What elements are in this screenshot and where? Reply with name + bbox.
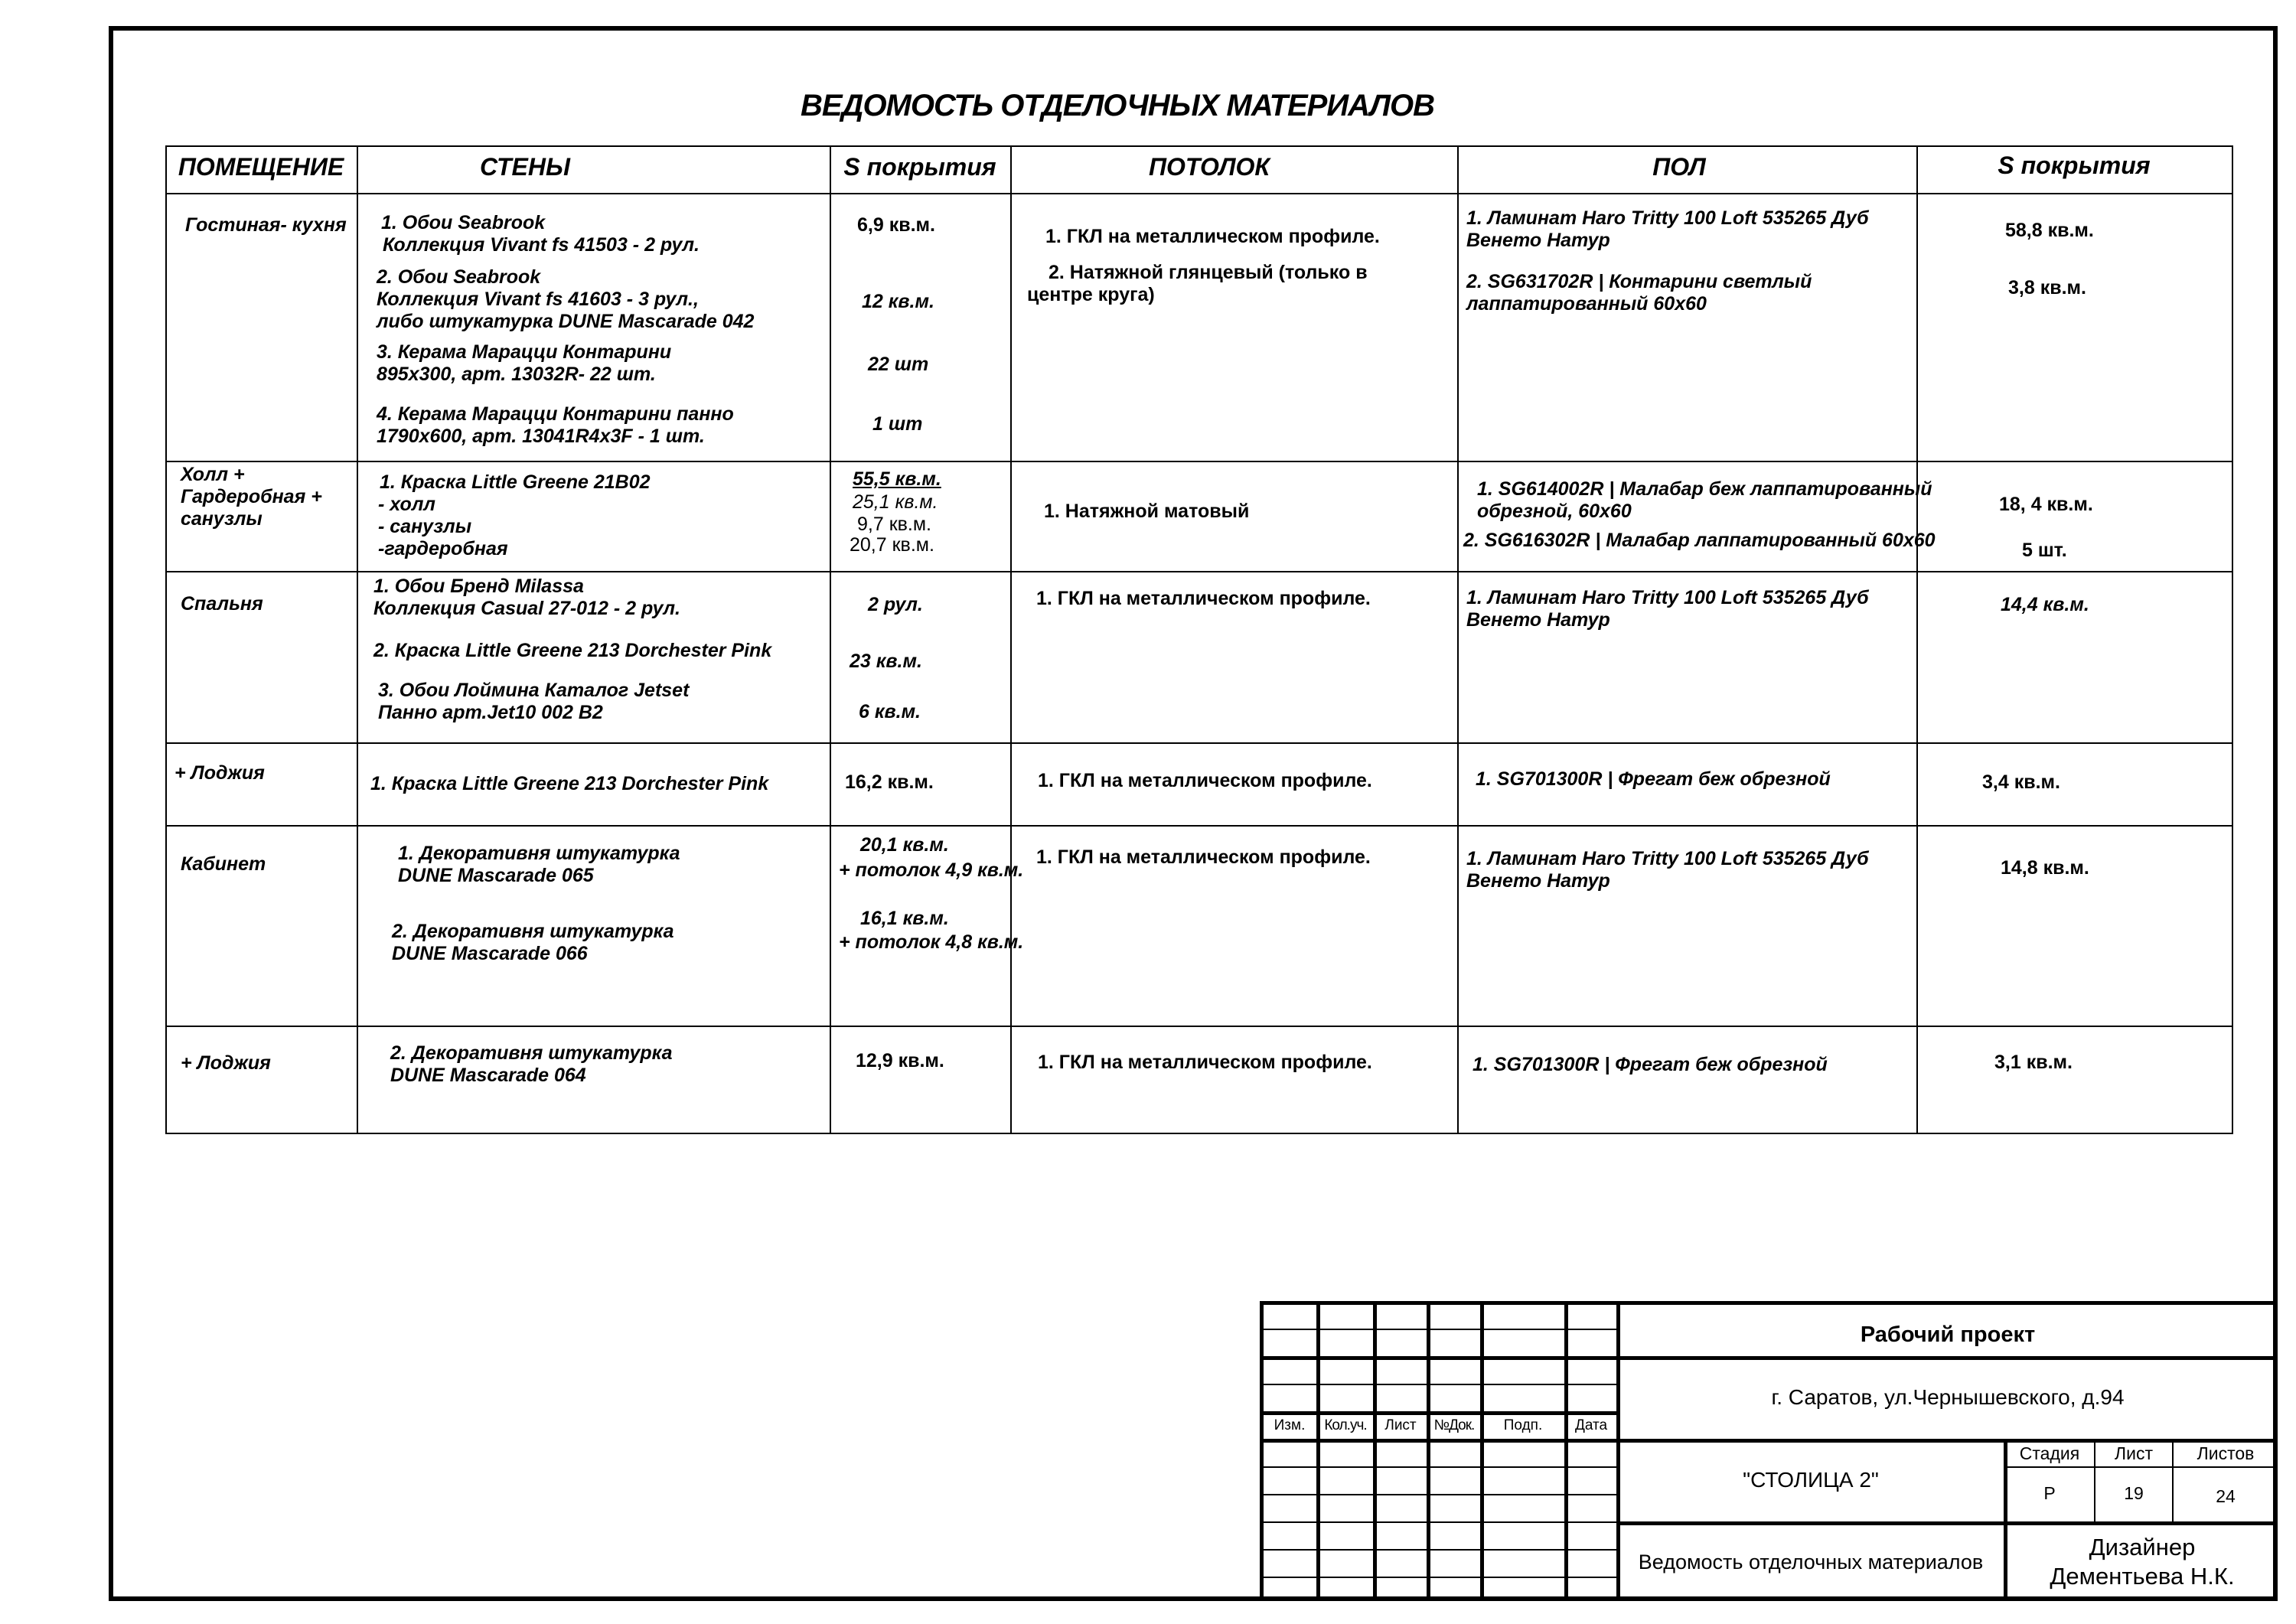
wall-item: 895х300, арт. 13032R- 22 шт.	[377, 364, 656, 385]
ceiling-item: 2. Натяжной глянцевый (только в	[1049, 262, 1368, 283]
row-divider	[165, 461, 2233, 462]
wall-item: 3. Обои Лоймина Каталог Jetset	[378, 680, 690, 701]
column-divider	[830, 145, 831, 1134]
wall-area-value: 16,1 кв.м.	[860, 908, 949, 929]
wall-item: - холл	[378, 494, 435, 515]
stamp-row	[1260, 1411, 1616, 1415]
room-name: + Лоджия	[174, 762, 265, 784]
project-type: Рабочий проект	[1860, 1322, 2036, 1347]
room-name: Кабинет	[181, 853, 266, 875]
header-divider	[165, 193, 2233, 194]
wall-area-value: + потолок 4,9 кв.м.	[839, 859, 1024, 881]
wall-item: 2. Декоративня штукатурка	[390, 1042, 673, 1064]
ceiling-item: 1. Натяжной матовый	[1044, 501, 1250, 522]
floor-area-value: 58,8 кв.м.	[2005, 220, 2094, 241]
stamp-label: Изм.	[1274, 1417, 1306, 1433]
floor-item: 1. Ламинат Haro Tritty 100 Loft 535265 Дуб	[1466, 587, 1869, 608]
wall-area-value: 2 рул.	[868, 594, 923, 615]
header-floor-area: S покрытия	[1998, 152, 2151, 179]
header-wall-area: S покрытия	[843, 153, 996, 181]
table-border-left	[165, 145, 167, 1134]
floor-item: Венето Натур	[1466, 609, 1610, 631]
wall-item: 4. Керама Марацци Контарини панно	[377, 403, 734, 425]
ceiling-item: 1. ГКЛ на металлическом профиле.	[1036, 588, 1371, 609]
sheet-title: Ведомость отделочных материалов	[1638, 1551, 1984, 1573]
stamp-row	[1260, 1384, 1616, 1385]
table-border-right	[2232, 145, 2233, 1134]
wall-area-value: 55,5 кв.м.	[853, 468, 941, 490]
room-name: Холл +	[181, 464, 245, 485]
ceiling-item: центре круга)	[1027, 284, 1155, 305]
ceiling-item: 1. ГКЛ на металлическом профиле.	[1036, 846, 1371, 868]
floor-area-value: 3,4 кв.м.	[1982, 771, 2060, 793]
wall-item: 1. Обои Seabrook	[381, 212, 546, 233]
floor-area-value: 3,8 кв.м.	[2008, 277, 2086, 298]
wall-item: DUNE Mascarade 065	[398, 865, 594, 886]
sheets-total: 24	[2216, 1486, 2236, 1506]
stamp-label: №Док.	[1433, 1417, 1475, 1433]
floor-area-value: 3,1 кв.м.	[1994, 1052, 2073, 1073]
stamp-label: Подп.	[1503, 1417, 1543, 1433]
wall-area-value: 6 кв.м.	[859, 701, 921, 722]
floor-item: Венето Натур	[1466, 870, 1610, 892]
wall-area-value: 20,7 кв.м.	[850, 534, 934, 556]
stamp-column	[1373, 1301, 1377, 1601]
room-name: Спальня	[181, 593, 263, 615]
column-divider	[1010, 145, 1012, 1134]
stamp-row	[1260, 1466, 1616, 1468]
header-ceiling: ПОТОЛОК	[1148, 153, 1270, 181]
stamp-column	[1564, 1301, 1568, 1601]
wall-area-value: 6,9 кв.м.	[857, 214, 935, 236]
floor-item: 2. SG616302R | Малабар лаппатированный 60х60	[1463, 530, 1936, 551]
wall-area-value: 12 кв.м.	[862, 291, 934, 312]
wall-item: 1. Краска Little Greene 21B02	[380, 471, 651, 493]
wall-item: либо штукатурка DUNE Mascarade 042	[377, 311, 755, 332]
row-divider	[165, 571, 2233, 572]
wall-item: 1. Обои Бренд Milassa	[373, 576, 584, 597]
wall-item: 2. Обои Seabrook	[377, 266, 541, 288]
row-divider	[165, 825, 2233, 827]
title-block-divider	[1616, 1521, 2278, 1525]
floor-item: 1. SG614002R | Малабар беж лаппатированный	[1477, 478, 1932, 500]
stamp-row	[1260, 1356, 1616, 1360]
floor-item: обрезной, 60х60	[1477, 501, 1632, 522]
stamp-row	[1260, 1577, 1616, 1578]
table-border-bottom	[165, 1133, 2233, 1134]
floor-area-value: 14,4 кв.м.	[2001, 594, 2089, 615]
title-block-divider	[1616, 1356, 2278, 1360]
floor-item: лаппатированный 60х60	[1466, 293, 1707, 315]
column-divider	[1457, 145, 1459, 1134]
stamp-row	[1260, 1549, 1616, 1551]
sheet-label: Лист	[2115, 1443, 2153, 1463]
wall-area-value: 22 шт	[868, 354, 929, 375]
row-divider	[165, 1026, 2233, 1027]
document-title: ВЕДОМОСТЬ ОТДЕЛОЧНЫХ МАТЕРИАЛОВ	[800, 89, 1434, 122]
designer-name: Дементьева Н.К.	[2050, 1563, 2235, 1590]
row-divider	[165, 742, 2233, 744]
wall-item: -гардеробная	[378, 538, 508, 559]
room-name: санузлы	[181, 508, 263, 530]
title-block-divider	[1260, 1439, 2278, 1443]
title-block-border-top	[1260, 1301, 2278, 1305]
ceiling-item: 1. ГКЛ на металлическом профиле.	[1045, 226, 1380, 247]
wall-area-value: 23 кв.м.	[850, 651, 922, 672]
wall-item: 1. Краска Little Greene 213 Dorchester Pink	[370, 773, 769, 794]
sheet-number: 19	[2124, 1483, 2144, 1503]
wall-item: Панно арт.Jet10 002 B2	[378, 702, 603, 723]
wall-area-value: 16,2 кв.м.	[845, 771, 934, 793]
stage-value: Р	[2043, 1483, 2056, 1503]
wall-area-value: 25,1 кв.м.	[853, 491, 938, 513]
wall-item: DUNE Mascarade 066	[392, 943, 588, 964]
wall-item: 2. Декоративня штукатурка	[392, 921, 674, 942]
column-divider	[357, 145, 358, 1134]
stamp-row	[1260, 1494, 1616, 1495]
floor-item: 2. SG631702R | Контарини светлый	[1466, 271, 1812, 292]
ceiling-item: 1. ГКЛ на металлическом профиле.	[1038, 770, 1372, 791]
stamp-label: Дата	[1574, 1417, 1608, 1433]
room-name: Гостиная- кухня	[185, 214, 347, 236]
table-border-top	[165, 145, 2233, 147]
room-name: Гардеробная +	[181, 486, 322, 507]
floor-area-value: 5 шт.	[2022, 540, 2067, 561]
floor-item: 1. SG701300R | Фрегат беж обрезной	[1473, 1054, 1828, 1075]
wall-item: 2. Краска Little Greene 213 Dorchester Pink	[373, 640, 772, 661]
header-room: ПОМЕЩЕНИЕ	[178, 153, 344, 181]
header-floor: ПОЛ	[1652, 153, 1706, 181]
floor-item: 1. Ламинат Haro Tritty 100 Loft 535265 Дуб	[1466, 207, 1869, 229]
wall-item: Коллекция Casual 27-012 - 2 рул.	[373, 598, 680, 619]
stamp-column	[1480, 1301, 1484, 1601]
floor-item: 1. SG701300R | Фрегат беж обрезной	[1476, 768, 1831, 790]
wall-area-value: + потолок 4,8 кв.м.	[839, 931, 1024, 953]
stamp-row	[1260, 1521, 1616, 1523]
header-walls: СТЕНЫ	[480, 153, 570, 181]
room-name: + Лоджия	[181, 1052, 271, 1074]
wall-item: 3. Керама Марацци Контарини	[377, 341, 672, 363]
sheets-label: Листов	[2197, 1443, 2255, 1463]
wall-item: Коллекция Vivant fs 41603 - 3 рул.,	[377, 289, 699, 310]
title-block-border-left	[1260, 1301, 1264, 1601]
stamp-column	[1427, 1301, 1430, 1601]
wall-area-value: 1 шт	[872, 413, 923, 435]
wall-area-value: 20,1 кв.м.	[860, 834, 949, 856]
ceiling-item: 1. ГКЛ на металлическом профиле.	[1038, 1052, 1372, 1073]
wall-area-value: 12,9 кв.м.	[856, 1050, 944, 1071]
wall-area-value: 9,7 кв.м.	[857, 514, 931, 535]
stamp-column	[1316, 1301, 1320, 1601]
column-divider	[1916, 145, 1918, 1134]
project-address: г. Саратов, ул.Чернышевского, д.94	[1771, 1385, 2125, 1409]
floor-area-value: 18, 4 кв.м.	[1999, 494, 2093, 515]
wall-item: DUNE Mascarade 064	[390, 1065, 586, 1086]
wall-item: 1. Декоративня штукатурка	[398, 843, 680, 864]
wall-item: - санузлы	[378, 516, 472, 537]
wall-item: 1790х600, арт. 13041R4x3F - 1 шт.	[377, 426, 705, 447]
designer-role: Дизайнер	[2089, 1534, 2196, 1560]
stamp-label: Кол.уч.	[1324, 1417, 1367, 1433]
stage-label: Стадия	[2019, 1443, 2080, 1463]
stamp-row	[1260, 1329, 1616, 1330]
project-name: "СТОЛИЦА 2"	[1743, 1468, 1879, 1492]
floor-area-value: 14,8 кв.м.	[2001, 857, 2089, 879]
title-block-divider	[2004, 1466, 2278, 1468]
wall-item: Коллекция Vivant fs 41503 - 2 рул.	[383, 234, 700, 256]
floor-item: Венето Натур	[1466, 230, 1610, 251]
floor-item: 1. Ламинат Haro Tritty 100 Loft 535265 Дуб	[1466, 848, 1869, 869]
stamp-label: Лист	[1384, 1417, 1417, 1433]
